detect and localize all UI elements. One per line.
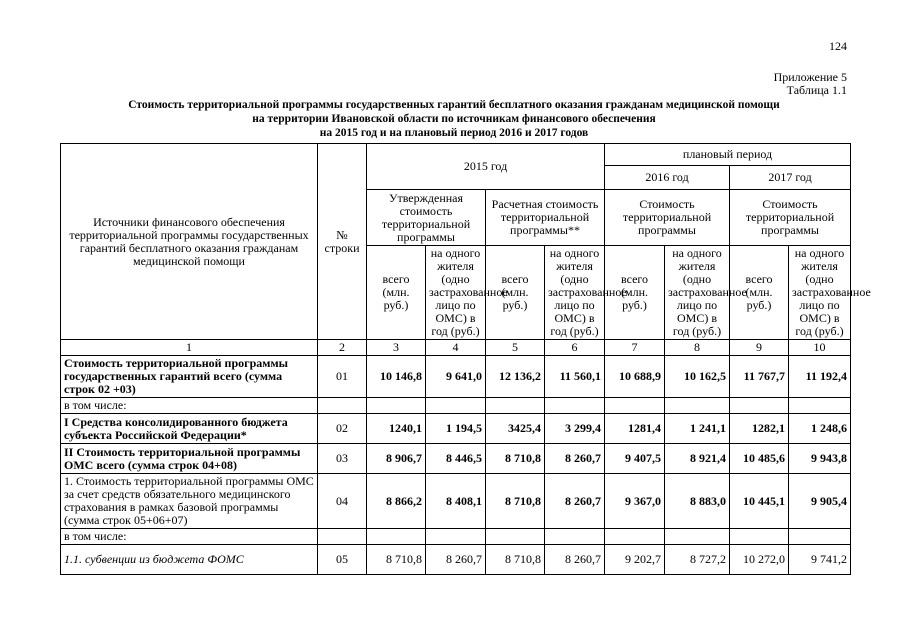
value-cell: 8 866,2 [367, 474, 426, 529]
value-cell: 10 688,9 [605, 356, 665, 398]
column-number: 10 [789, 340, 851, 356]
title-line-1: Стоимость территориальной программы государственных гарантий бесплатного оказания гражданам медицинской помощи [128, 99, 780, 111]
document-title [60, 98, 848, 140]
value-cell: 8 710,8 [486, 444, 545, 474]
value-cell: 8 408,1 [426, 474, 486, 529]
value-cell: 1 241,1 [665, 414, 730, 444]
value-cell: 1 194,5 [426, 414, 486, 444]
row-label: I Средства консолидированного бюджета субъекта Российской Федерации* [61, 414, 318, 444]
value-cell: 8 260,7 [545, 474, 605, 529]
year-2016-header: 2016 год [605, 166, 730, 190]
approved-cost-header: Утвержденная стоимость территориальной программы [367, 190, 486, 246]
column-number: 7 [605, 340, 665, 356]
row-number: 03 [318, 444, 367, 474]
total-header: всего (млн. руб.) [605, 246, 665, 340]
column-number: 9 [730, 340, 789, 356]
per-resident-header: на одного жителя (одно застрахованное лицо по ОМС) в год (руб.) [545, 246, 605, 340]
cost-table [60, 143, 871, 575]
title-line-2: на территории Ивановской области по источникам финансового обеспечения [252, 113, 656, 125]
column-number: 1 [61, 340, 318, 356]
value-cell: 8 260,7 [545, 444, 605, 474]
column-number: 8 [665, 340, 730, 356]
total-header: всего (млн. руб.) [730, 246, 789, 340]
value-cell: 9 741,2 [789, 545, 851, 575]
per-resident-header: на одного жителя (одно застрахованное лицо по ОМС) в год (руб.) [426, 246, 486, 340]
value-cell: 11 560,1 [545, 356, 605, 398]
row-number: 01 [318, 356, 367, 398]
value-cell: 9 641,0 [426, 356, 486, 398]
value-cell: 9 943,8 [789, 444, 851, 474]
value-cell: 9 407,5 [605, 444, 665, 474]
value-cell: 9 202,7 [605, 545, 665, 575]
column-number-row [61, 340, 851, 356]
row-number: 04 [318, 474, 367, 529]
column-number: 6 [545, 340, 605, 356]
row-label: II Стоимость территориальной программы ОМС всего (сумма строк 04+08) [61, 444, 318, 474]
table-row [61, 545, 851, 575]
table-row [61, 398, 851, 414]
row-number: 02 [318, 414, 367, 444]
value-cell: 10 272,0 [730, 545, 789, 575]
value-cell: 8 727,2 [665, 545, 730, 575]
value-cell: 8 883,0 [665, 474, 730, 529]
value-cell: 11 192,4 [789, 356, 851, 398]
row-label: 1. Стоимость территориальной программы ОМС за счет средств обязательного медицинского страхования в рамках базовой программы (сумма строк 05+06+07) [61, 474, 318, 529]
value-cell: 10 146,8 [367, 356, 426, 398]
row-number-header: № строки [318, 144, 367, 340]
subheading-label: в том числе: [61, 398, 318, 414]
value-cell: 8 921,4 [665, 444, 730, 474]
per-resident-header: на одного жителя (одно застрахованное лицо по ОМС) в год (руб.) [665, 246, 730, 340]
table-reference: Таблица 1.1 [786, 83, 847, 97]
value-cell: 9 905,4 [789, 474, 851, 529]
value-cell: 8 906,7 [367, 444, 426, 474]
value-cell: 8 446,5 [426, 444, 486, 474]
value-cell: 8 710,8 [486, 545, 545, 575]
value-cell: 3425,4 [486, 414, 545, 444]
value-cell: 9 367,0 [605, 474, 665, 529]
cost-2016-header: Стоимость территориальной программы [605, 190, 730, 246]
value-cell: 1281,4 [605, 414, 665, 444]
column-number: 4 [426, 340, 486, 356]
value-cell: 10 162,5 [665, 356, 730, 398]
value-cell: 1240,1 [367, 414, 426, 444]
value-cell: 11 767,7 [730, 356, 789, 398]
source-column-header: Источники финансового обеспечения территориальной программы государственных гарантий бесплатного оказания гражданам медицинской помощи [61, 144, 318, 340]
column-number: 5 [486, 340, 545, 356]
value-cell: 10 485,6 [730, 444, 789, 474]
planned-period-header: плановый период [605, 144, 851, 166]
table-row [61, 356, 851, 398]
appendix-label [774, 71, 847, 97]
year-2015-header: 2015 год [367, 144, 605, 190]
column-number: 3 [367, 340, 426, 356]
row-number: 05 [318, 545, 367, 575]
year-2017-header: 2017 год [730, 166, 851, 190]
value-cell: 1 248,6 [789, 414, 851, 444]
value-cell: 10 445,1 [730, 474, 789, 529]
appendix-number: Приложение 5 [773, 70, 847, 84]
column-number: 2 [318, 340, 367, 356]
value-cell: 8 710,8 [486, 474, 545, 529]
subheading-label: в том числе: [61, 529, 318, 545]
value-cell: 1282,1 [730, 414, 789, 444]
value-cell: 3 299,4 [545, 414, 605, 444]
table-row [61, 444, 851, 474]
page-number: 124 [829, 39, 847, 53]
total-header: всего (млн. руб.) [367, 246, 426, 340]
table-row [61, 529, 851, 545]
title-line-3: на 2015 год и на плановый период 2016 и 2017 годов [319, 127, 589, 139]
per-resident-header: на одного жителя (одно застрахованное лицо по ОМС) в год (руб.) [789, 246, 851, 340]
row-label: Стоимость территориальной программы государственных гарантий всего (сумма строк 02 +03) [61, 356, 318, 398]
row-label: 1.1. субвенции из бюджета ФОМС [61, 545, 318, 575]
value-cell: 8 260,7 [545, 545, 605, 575]
table-row [61, 474, 851, 529]
value-cell: 12 136,2 [486, 356, 545, 398]
total-header: всего (млн. руб.) [486, 246, 545, 340]
table-row [61, 414, 851, 444]
calculated-cost-header: Расчетная стоимость территориальной программы** [486, 190, 605, 246]
cost-2017-header: Стоимость территориальной программы [730, 190, 851, 246]
value-cell: 8 260,7 [426, 545, 486, 575]
value-cell: 8 710,8 [367, 545, 426, 575]
